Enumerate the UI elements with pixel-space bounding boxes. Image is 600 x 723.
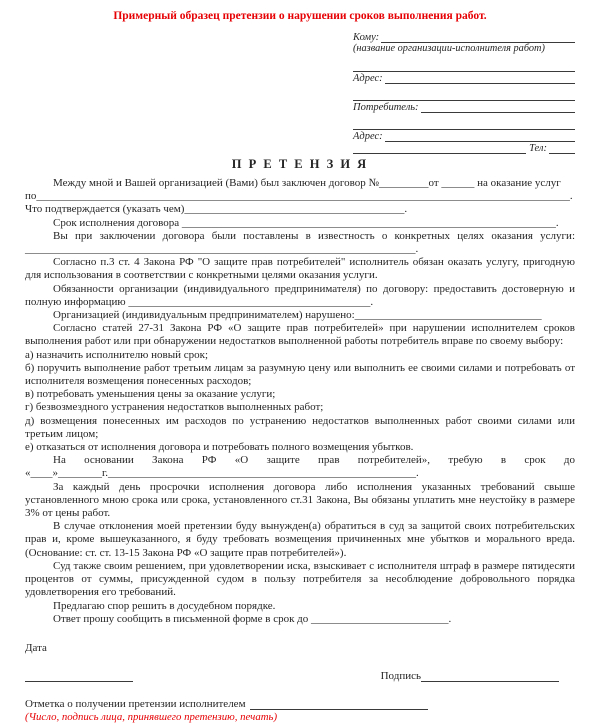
address1-label: Адрес:	[353, 73, 383, 84]
body-line: Срок исполнения договора ____________________________________________________________________.	[53, 216, 559, 229]
body-line: Организацией (индивидуальным предпринимателем) нарушено:__________________________________	[53, 309, 542, 322]
signature-row	[25, 670, 575, 682]
blank-line	[385, 83, 575, 84]
body-line: Что подтверждается (указать чем)________________________________________.	[25, 203, 408, 216]
receipt-blank-line	[250, 698, 428, 710]
blank-continuation-line	[353, 60, 575, 72]
receipt-row	[25, 698, 575, 710]
body-line: «____»________г.________________________________________________________.	[25, 467, 419, 480]
signature-blank-line	[421, 670, 559, 682]
recipient-address-line	[353, 72, 575, 84]
signature-field	[381, 670, 559, 682]
body-line: д) возмещения понесенных им расходов по устранению недостатков выполненных работ своими силами или третьим лицом;	[25, 414, 575, 440]
consumer-address-line	[353, 130, 575, 142]
consumer-line	[353, 101, 575, 113]
body-line: по_________________________________________________________________________________________________.	[25, 190, 573, 203]
to-label: Кому:	[353, 32, 380, 43]
document-footer	[25, 642, 575, 723]
body-line: Предлагаю спор решить в досудебном порядке.	[53, 599, 276, 612]
body-line: Вы при заключении договора были поставлены в известность о конкретных целях оказания услуги:	[53, 229, 575, 242]
body-line: На основании Закона РФ «О защите прав потребителей», требую в срок до	[53, 454, 575, 467]
body-line: г) безвозмездного устранения недостатков выполненных работ;	[25, 401, 324, 414]
recipient-to-line	[353, 31, 575, 43]
date-label: Дата	[25, 641, 47, 654]
blank-continuation-line	[353, 118, 575, 130]
signature-label: Подпись	[380, 669, 421, 682]
blank-line	[353, 153, 526, 154]
body-line: _______________________________________________________________________.	[25, 243, 419, 256]
document-title: Примерный образец претензии о нарушении сроков выполнения работ.	[113, 10, 487, 22]
body-line: Ответ прошу сообщить в письменной форме в срок до _________________________.	[53, 612, 452, 625]
address2-label: Адрес:	[353, 131, 383, 142]
blank-line	[385, 141, 575, 142]
blank-line	[353, 129, 575, 130]
body-line: а) назначить исполнителю новый срок;	[25, 348, 209, 361]
to-hint: (название организации-исполнителя работ)	[353, 43, 545, 54]
blank-line	[353, 71, 575, 72]
date-blank-line	[25, 670, 133, 682]
telephone-line	[353, 142, 575, 154]
body-line: Обязанности организации (индивидуального предпринимателя) по договору: предоставить достоверную и полную информацию ____________________________________________.	[25, 282, 575, 308]
blank-line	[549, 153, 575, 154]
body-line: е) отказаться от исполнения договора и потребовать полного возмещения убытков.	[25, 441, 414, 454]
body-line: Суд также своим решением, при удовлетворении иска, взыскивает с исполнителя штраф в размере пятидесяти процентов от суммы, присужденной судом в пользу потребителя за несоблюдение добровольного порядка удовлетворения его требований.	[25, 559, 575, 599]
tel-label: Тел:	[529, 143, 547, 154]
document-heading: П Р Е Т Е Н З И Я	[231, 157, 369, 171]
blank-continuation-line	[353, 89, 575, 101]
consumer-label: Потребитель:	[353, 102, 419, 113]
body-line: Согласно п.3 ст. 4 Закона РФ "О защите прав потребителей" исполнитель обязан оказать услугу, пригодную для использования в соответствии с конкретными целями оказания услуги.	[25, 256, 575, 282]
receipt-hint: (Число, подпись лица, принявшего претензию, печать)	[25, 710, 278, 723]
recipient-block	[353, 31, 575, 154]
body-line: б) поручить выполнение работ третьим лицам за разумную цену или выполнить ее своими силами и потребовать от исполнителя возмещения понесенных расходов;	[25, 361, 575, 388]
document-body	[25, 177, 575, 626]
body-line: За каждый день просрочки исполнения договора либо исполнения указанных требований свыше установленного мною срока или срока, установленного ст.31 Закона, Вы обязаны уплатить мне неустойку в размере 3% от цены работ.	[25, 480, 575, 520]
body-line: В случае отклонения моей претензии буду вынужден(а) обратиться в суд за защитой своих потребительских прав и, кроме вышеуказанного, я буду требовать возмещения причиненных мне убытков и морального вреда. (Основание: ст. ст. 13-15 Закона РФ «О защите прав потребителей»).	[25, 520, 575, 559]
body-line: Согласно статей 27-31 Закона РФ «О защите прав потребителей» при нарушении исполнителем сроков выполнения работ или при обнаружении недостатков выполненной работы потребитель вправе по своему выбору:	[25, 322, 575, 348]
body-line: Между мной и Вашей организацией (Вами) был заключен договор №_________от ______ на оказание услуг	[53, 177, 561, 189]
blank-line	[421, 112, 575, 113]
blank-line	[353, 100, 575, 101]
receipt-note: Отметка о получении претензии исполнителем	[25, 697, 246, 710]
body-line: в) потребовать уменьшения цены за оказание услуги;	[25, 388, 276, 401]
